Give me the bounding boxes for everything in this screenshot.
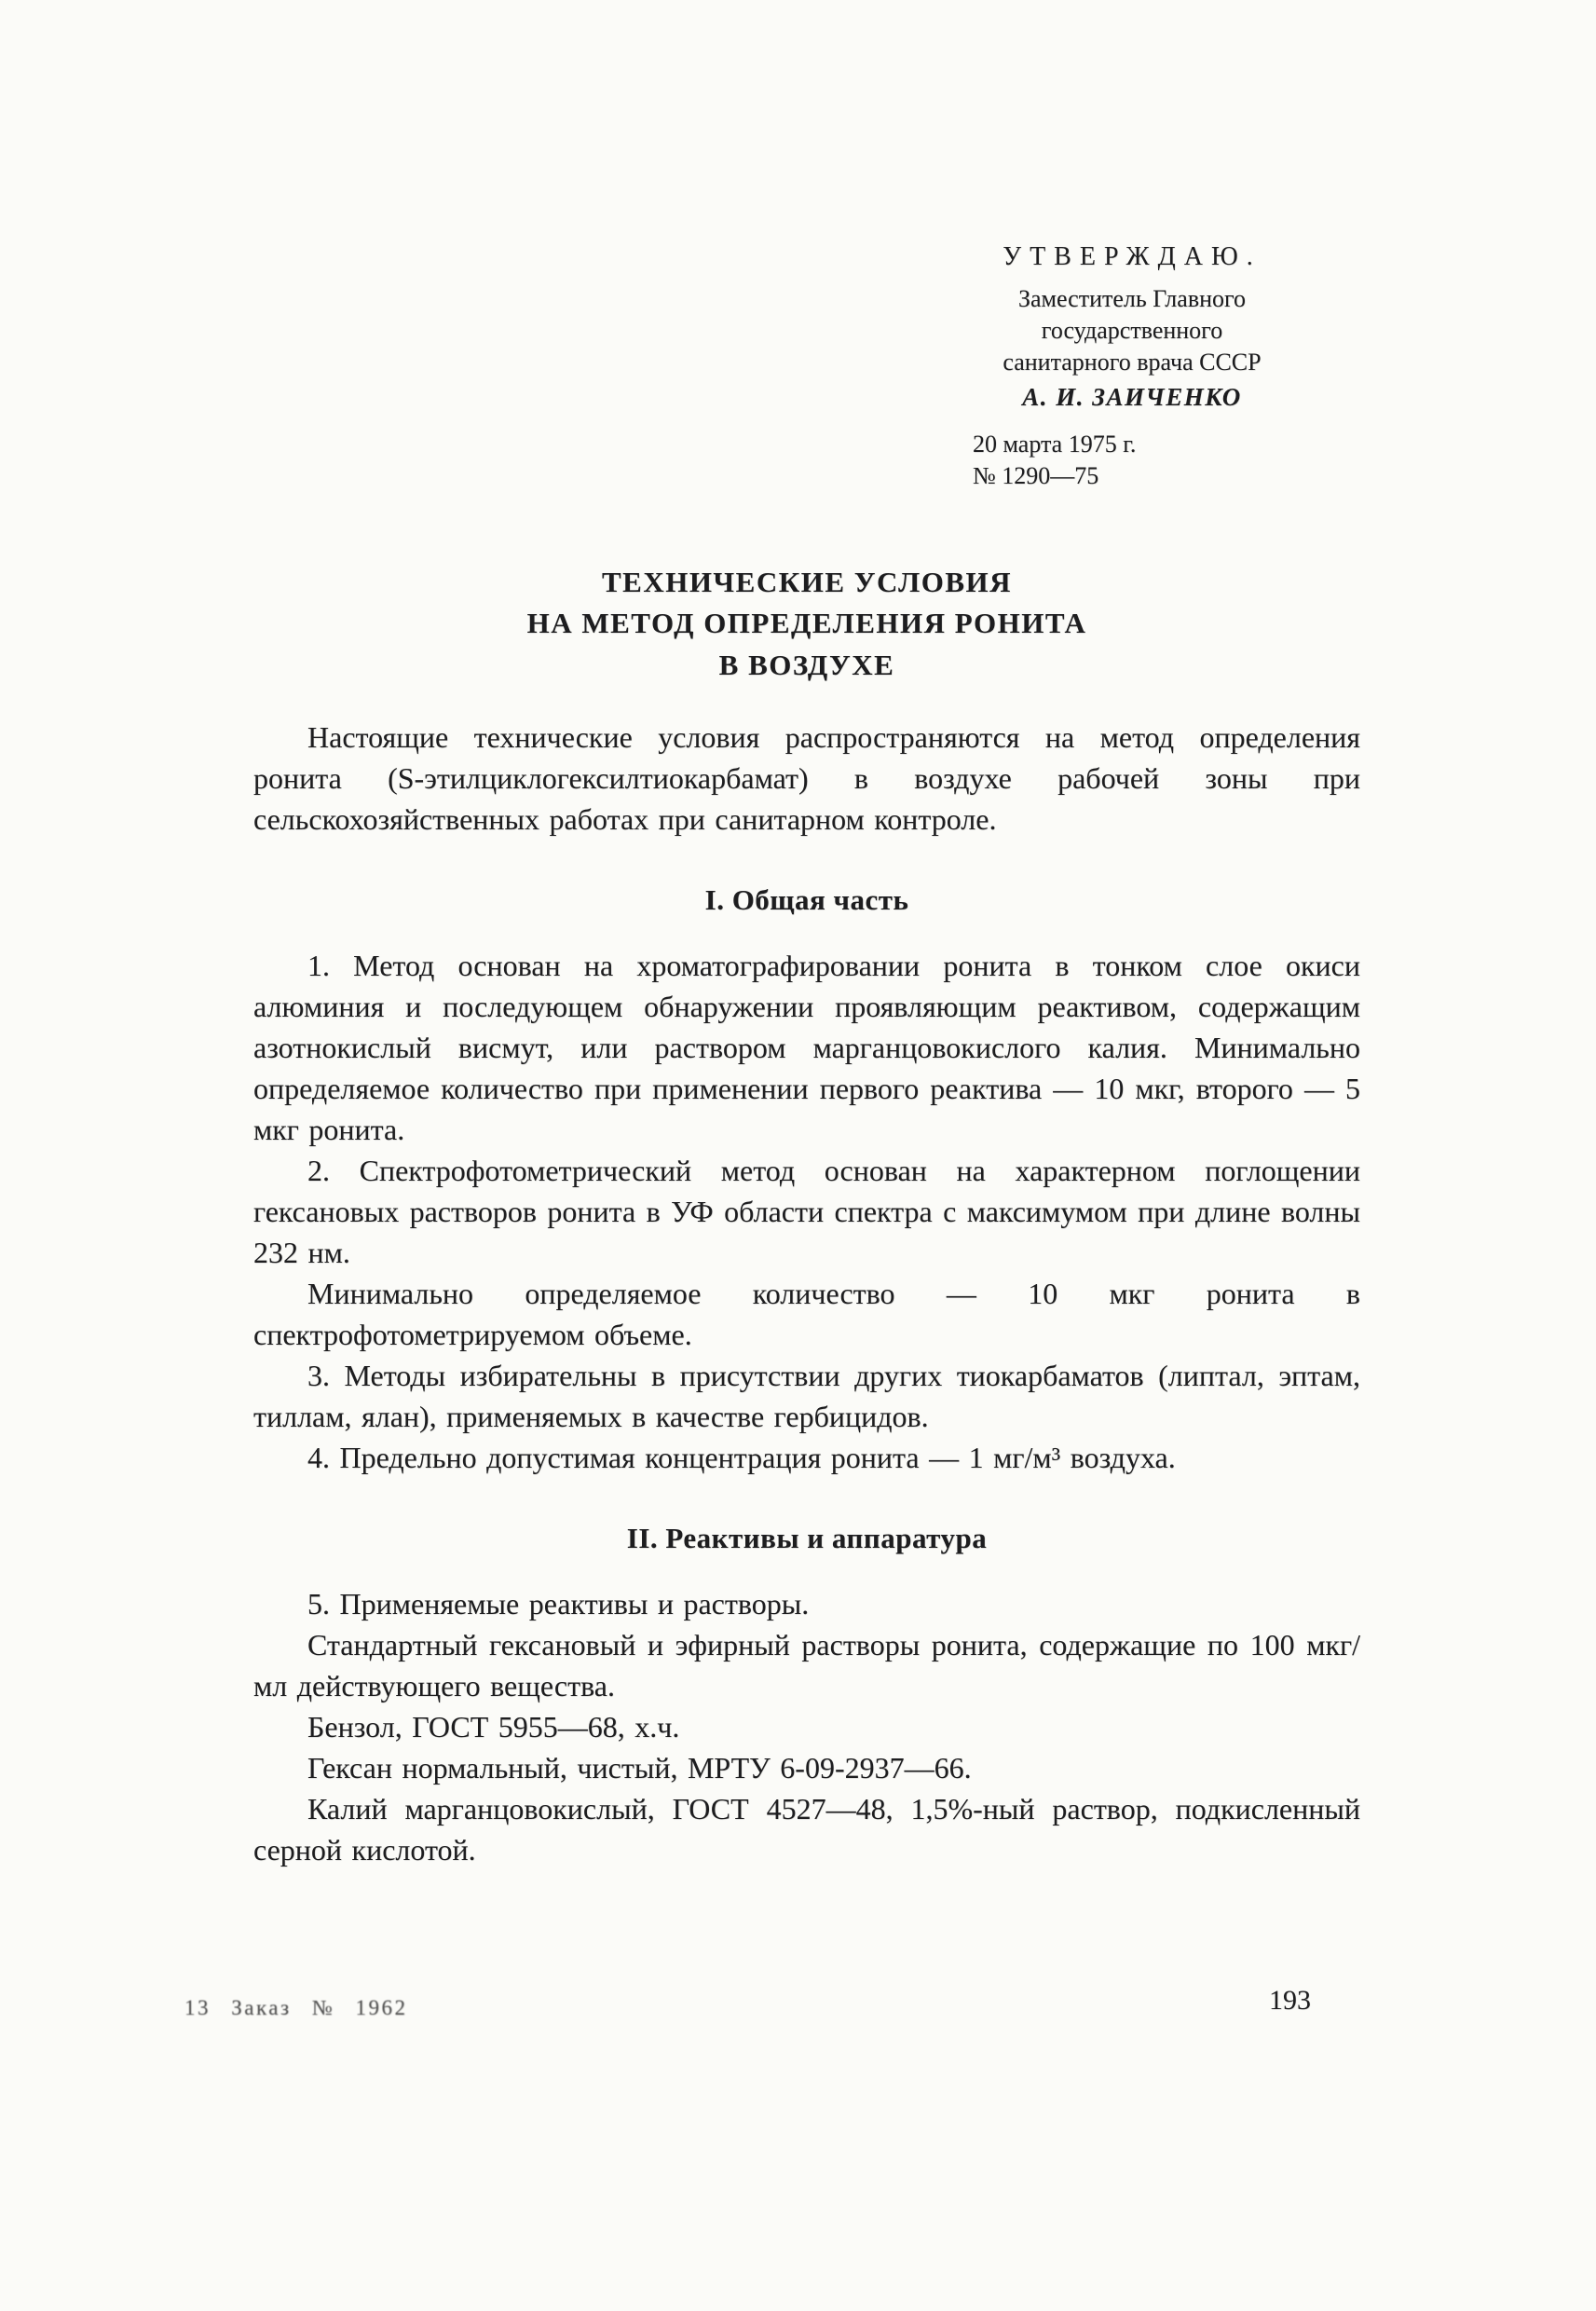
approval-date: 20 марта 1975 г. <box>973 430 1137 458</box>
intro-paragraph: Настоящие технические условия распространяются на метод определения ронита (S-этилциклогексилтиокарбамат) в воздухе рабочей зоны при сельскохозяйственных работах при санитарном контроле. <box>253 720 1360 837</box>
paragraph: Минимально определяемое количество — 10 мкг ронита в спектрофотометрируемом объеме. <box>253 1276 1360 1351</box>
paragraph: Бензол, ГОСТ 5955—68, х.ч. <box>307 1709 680 1744</box>
paragraph: 2. Спектрофотометрический метод основан на характерном поглощении гексановых растворов ронита в УФ области спектра с максимумом при длине волны 232 нм. <box>253 1153 1360 1269</box>
approval-meta <box>913 429 1351 493</box>
paragraph: 3. Методы избирательны в присутствии других тиокарбаматов (липтал, эптам, тиллам, ялан), применяемых в качестве гербицидов. <box>253 1358 1360 1433</box>
approval-signature: А. И. ЗАИЧЕНКО <box>1022 382 1242 411</box>
section-heading-general: I. Общая часть <box>704 883 909 917</box>
paragraph: 4. Предельно допустимая концентрация ронита — 1 мг/м³ воздуха. <box>307 1440 1176 1474</box>
approval-block <box>913 240 1351 493</box>
approval-stamp: УТВЕРЖДАЮ. <box>1003 242 1262 271</box>
paragraph: Калий марганцовокислый, ГОСТ 4527—48, 1,5%-ный раствор, подкисленный серной кислотой. <box>253 1791 1360 1867</box>
paragraph: 5. Применяемые реактивы и растворы. <box>307 1586 810 1620</box>
document-title-line: НА МЕТОД ОПРЕДЕЛЕНИЯ РОНИТА <box>526 607 1087 640</box>
document-body <box>253 717 1360 1869</box>
paragraph: Стандартный гексановый и эфирный растворы ронита, содержащие по 100 мкг/мл действующего вещества. <box>253 1627 1360 1702</box>
footer-page-number: 193 <box>1269 1985 1311 2016</box>
approval-position-line: Заместитель Главного <box>1017 285 1247 313</box>
paragraph: 1. Метод основан на хроматографировании ронита в тонком слое окиси алюминия и последующем обнаружении проявляющим реактивом, содержащим азотнокислый висмут, или раствором марганцовокислого калия. Минимально определяемое количество при применении первого реактива — 10 мкг, второго — 5 мкг ронита. <box>253 948 1360 1146</box>
document-title-line: ТЕХНИЧЕСКИЕ УСЛОВИЯ <box>601 565 1013 598</box>
approval-doc-number: № 1290—75 <box>973 462 1099 490</box>
section-heading-reagents: II. Реактивы и аппаратура <box>626 1521 988 1554</box>
approval-position-line: государственного <box>1041 317 1223 345</box>
document-title-line: В ВОЗДУХЕ <box>718 649 895 682</box>
approval-position-line: санитарного врача СССР <box>1003 348 1262 376</box>
paragraph: Гексан нормальный, чистый, МРТУ 6-09-2937—66. <box>307 1750 972 1785</box>
document-title <box>253 562 1360 688</box>
footer-order-note: 13 Заказ № 1962 <box>184 1996 408 2019</box>
